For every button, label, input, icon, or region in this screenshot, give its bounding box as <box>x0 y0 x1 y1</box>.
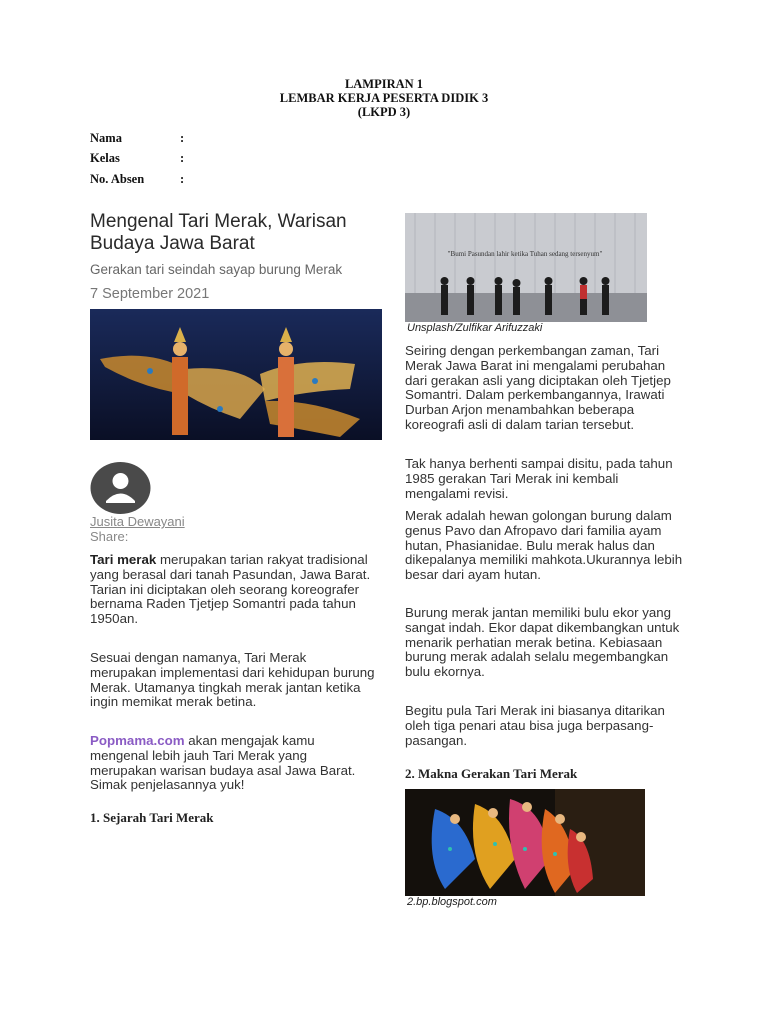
section-heading-makna: 2. Makna Gerakan Tari Merak <box>405 766 578 781</box>
field-nama-colon: : <box>180 131 185 145</box>
share-label: Share: <box>90 529 129 544</box>
article-date: 7 September 2021 <box>90 286 210 302</box>
article-subtitle: Gerakan tari seindah sayap burung Merak <box>90 262 343 277</box>
dance-group-photo <box>405 789 645 896</box>
paragraph-name-meaning: Sesuai dengan namanya, Tari Merak merupakan implementasi dari kehidupan burung Merak. Utamanya tingkah merak jantan ketika ingin memikat merak betina. <box>90 650 375 710</box>
paragraph-intro-text: merupakan tarian rakyat tradisional yang berasal dari tanah Pasundan, Jawa Barat. Tarian ini diciptakan oleh seorang koreografer bernama Raden Tjetjep Somantri pada tahun 1950an. <box>90 552 371 627</box>
section-heading-sejarah: 1. Sejarah Tari Merak <box>90 810 214 825</box>
tari-merak-bold: Tari merak <box>90 552 157 567</box>
field-kelas-label: Kelas <box>90 151 120 165</box>
paragraph-merak-jantan: Burung merak jantan memiliki bulu ekor yang sangat indah. Ekor dapat dikembangkan untuk menarik perhatian merak betina. Kebiasaan burung merak adalah selalu megembangkan bulu ekornya. <box>405 605 680 680</box>
article-title: Mengenal Tari Merak, Warisan Budaya Jawa Barat <box>90 211 347 254</box>
author-avatar-icon[interactable] <box>90 462 151 514</box>
wall-quote-text: "Bumi Pasundan lahir ketika Tuhan sedang tersenyum" <box>447 250 603 258</box>
paragraph-perkembangan: Seiring dengan perkembangan zaman, Tari Merak Jawa Barat ini mengalami perubahan dari gerakan asli yang diciptakan oleh Tjetjep Somantri. Dalam perkembangannya, Irawati Durban Arjon menambahkan beberapa koreografi asli di dalam tarian tersebut. <box>405 343 671 432</box>
field-absen-colon: : <box>180 172 185 186</box>
photo-caption-blogspot: 2.bp.blogspot.com <box>407 896 497 908</box>
paragraph-revisi: Tak hanya berhenti sampai disitu, pada tahun 1985 gerakan Tari Merak ini kembali mengalami revisi. <box>405 456 673 501</box>
popmama-link[interactable]: Popmama.com <box>90 733 185 748</box>
author-link[interactable]: Jusita Dewayani <box>90 514 185 529</box>
paragraph-merak-hewan: Merak adalah hewan golongan burung dalam genus Pavo dan Afropavo dari familia ayam hutan, Phasianidae. Bulu merak halus dan dikepalanya memiliki mahkota.Ukurannya lebih besar dari ayam hutan. <box>405 508 683 583</box>
doc-header-line3: (LKPD 3) <box>357 105 411 119</box>
field-kelas-colon: : <box>180 151 185 165</box>
paragraph-penari: Begitu pula Tari Merak ini biasanya ditarikan oleh tiga penari atau bisa juga berpasang-pasangan. <box>405 703 665 748</box>
paragraph-popmama <box>90 734 375 793</box>
doc-header-line1: LAMPIRAN 1 <box>344 77 424 91</box>
paragraph-popmama-text: akan mengajak kamu mengenal lebih jauh Tari Merak yang merupakan warisan budaya asal Jawa Barat. Simak penjelasannya yuk! <box>90 733 356 793</box>
doc-header-line2: LEMBAR KERJA PESERTA DIDIK 3 <box>279 91 489 105</box>
field-nama-label: Nama <box>90 131 122 145</box>
photo-caption-unsplash: Unsplash/Zulfikar Arifuzzaki <box>407 322 543 334</box>
walking-people-photo <box>405 213 647 322</box>
paragraph-intro <box>90 553 375 627</box>
dancers-photo <box>90 309 382 440</box>
field-absen-label: No. Absen <box>90 172 145 186</box>
